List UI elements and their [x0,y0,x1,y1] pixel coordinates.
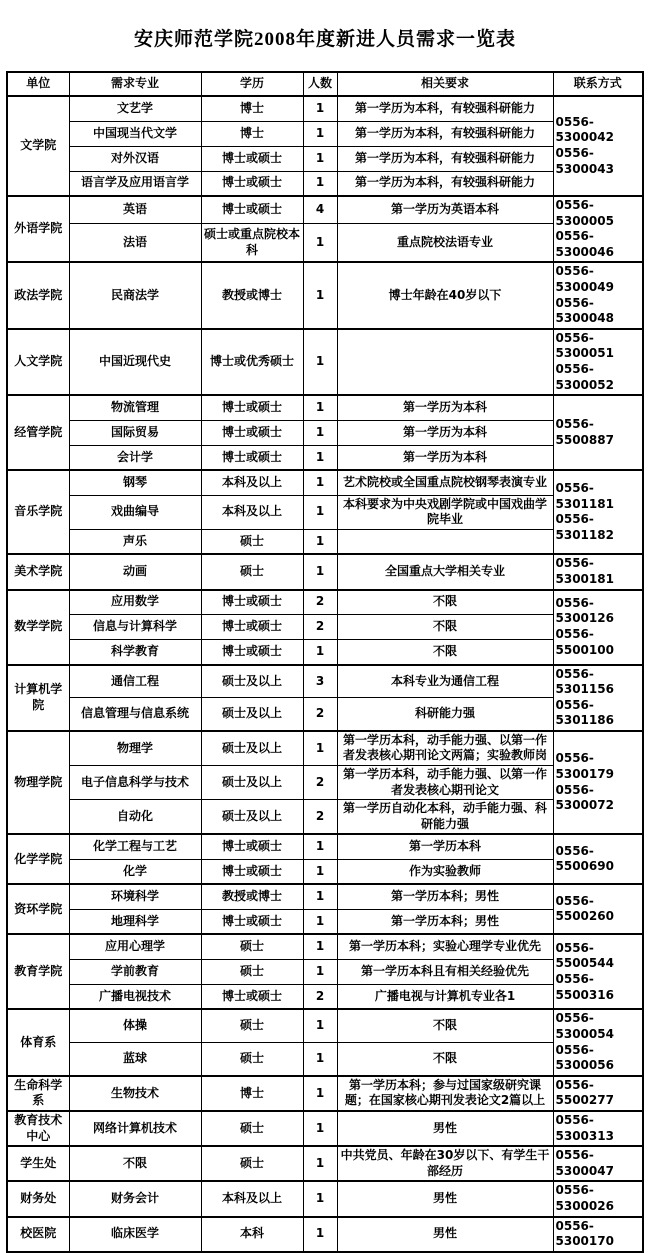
unit-cell: 文学院 [7,96,69,196]
phone-number: 0556-5301182 [555,512,614,542]
requirement-cell: 广播电视与计算机专业各1 [337,984,553,1009]
phone-number: 0556-5300179 [555,751,614,782]
degree-cell: 教授或博士 [201,262,303,328]
count-cell: 2 [303,800,337,835]
contact-cell [553,1111,643,1146]
table-row [7,640,643,665]
count-cell: 1 [303,420,337,445]
count-cell: 1 [303,554,337,589]
unit-cell: 教育技术中心 [7,1111,69,1146]
table-row [7,554,643,589]
requirement-cell: 博士年龄在40岁以下 [337,262,553,328]
count-cell: 1 [303,146,337,171]
phone-number: 0556-5500260 [555,893,614,924]
major-cell: 信息与计算科学 [69,615,201,640]
count-cell: 1 [303,1076,337,1111]
unit-cell: 教育学院 [7,934,69,1009]
unit-cell: 校医院 [7,1217,69,1252]
degree-cell: 博士 [201,1076,303,1111]
phone-number: 0556-5300181 [555,556,614,586]
count-cell: 1 [303,640,337,665]
phone-number: 0556-5500690 [555,843,614,874]
requirement-cell: 第一学历自动化本科，动手能力强、科研能力强 [337,800,553,835]
major-cell: 英语 [69,196,201,224]
contact-cell [553,590,643,665]
count-cell: 2 [303,590,337,615]
requirement-cell: 本科要求为中央戏剧学院或中国戏曲学院毕业 [337,495,553,529]
degree-cell: 博士或硕士 [201,420,303,445]
requirement-cell: 重点院校法语专业 [337,224,553,263]
degree-cell: 硕士 [201,934,303,959]
table-row [7,1009,643,1042]
major-cell: 环境科学 [69,884,201,909]
unit-cell: 资环学院 [7,884,69,934]
table-row [7,590,643,615]
contact-cell [553,884,643,934]
contact-cell [553,554,643,589]
requirement-cell: 第一学历为本科 [337,445,553,470]
phone-number: 0556-5301181 [555,481,614,511]
phone-number: 0556-5300005 [555,198,614,228]
unit-cell: 数学学院 [7,590,69,665]
count-cell: 1 [303,121,337,146]
count-cell: 2 [303,984,337,1009]
degree-cell: 硕士 [201,1009,303,1042]
major-cell: 自动化 [69,800,201,835]
phone-number: 0556-5301186 [555,697,614,728]
demand-table [6,71,644,1253]
contact-cell [553,731,643,835]
table-header [7,72,643,96]
degree-cell: 硕士及以上 [201,665,303,698]
column-header-major: 需求专业 [69,72,201,96]
major-cell: 化学工程与工艺 [69,834,201,859]
table-row [7,171,643,196]
unit-cell: 人文学院 [7,329,69,395]
major-cell: 财务会计 [69,1181,201,1216]
major-cell: 法语 [69,224,201,263]
unit-cell: 经管学院 [7,395,69,470]
degree-cell: 博士或硕士 [201,146,303,171]
contact-cell [553,834,643,884]
major-cell: 动画 [69,554,201,589]
table-row [7,196,643,224]
unit-cell: 化学学院 [7,834,69,884]
unit-cell: 政法学院 [7,262,69,328]
phone-number: 0556-5300047 [555,1148,614,1178]
requirement-cell: 全国重点大学相关专业 [337,554,553,589]
contact-cell [553,329,643,395]
count-cell: 1 [303,934,337,959]
phone-number: 0556-5300126 [555,595,614,626]
requirement-cell: 不限 [337,1009,553,1042]
major-cell: 应用心理学 [69,934,201,959]
major-cell: 中国现当代文学 [69,121,201,146]
major-cell: 科学教育 [69,640,201,665]
contact-cell [553,96,643,196]
requirement-cell: 第一学历本科；男性 [337,909,553,934]
count-cell: 1 [303,96,337,121]
degree-cell: 硕士及以上 [201,766,303,800]
requirement-cell: 第一学历本科；实验心理学专业优先 [337,934,553,959]
unit-cell: 体育系 [7,1009,69,1075]
contact-cell [553,665,643,731]
requirement-cell: 男性 [337,1181,553,1216]
count-cell: 1 [303,909,337,934]
degree-cell: 硕士 [201,1111,303,1146]
phone-number: 0556-5500316 [555,971,614,1002]
column-header-contact: 联系方式 [553,72,643,96]
phone-number: 0556-5500544 [555,940,614,971]
requirement-cell: 第一学历为本科，有较强科研能力 [337,121,553,146]
degree-cell: 本科及以上 [201,495,303,529]
degree-cell: 硕士 [201,959,303,984]
requirement-cell: 第一学历本科；男性 [337,884,553,909]
requirement-cell: 第一学历为本科，有较强科研能力 [337,96,553,121]
table-row [7,1217,643,1252]
phone-number: 0556-5500277 [555,1077,614,1108]
requirement-cell: 男性 [337,1217,553,1252]
degree-cell: 硕士 [201,529,303,554]
degree-cell: 博士或硕士 [201,615,303,640]
major-cell: 物流管理 [69,395,201,420]
table-row [7,731,643,766]
table-row [7,146,643,171]
table-row [7,859,643,884]
phone-number: 0556-5300054 [555,1011,614,1042]
major-cell: 钢琴 [69,470,201,495]
table-row [7,329,643,395]
count-cell: 1 [303,1146,337,1181]
table-body [7,96,643,1252]
requirement-cell: 第一学历为英语本科 [337,196,553,224]
count-cell: 1 [303,171,337,196]
unit-cell: 学生处 [7,1146,69,1181]
major-cell: 广播电视技术 [69,984,201,1009]
requirement-cell: 不限 [337,590,553,615]
table-row [7,698,643,731]
count-cell: 1 [303,731,337,766]
table-row [7,834,643,859]
requirement-cell: 第一学历为本科，有较强科研能力 [337,171,553,196]
degree-cell: 博士或优秀硕士 [201,329,303,395]
contact-cell [553,395,643,470]
major-cell: 电子信息科学与技术 [69,766,201,800]
table-row [7,1111,643,1146]
degree-cell: 硕士及以上 [201,800,303,835]
major-cell: 地理科学 [69,909,201,934]
phone-number: 0556-5300049 [555,264,614,294]
degree-cell: 博士 [201,96,303,121]
major-cell: 信息管理与信息系统 [69,698,201,731]
phone-number: 0556-5300042 [555,114,614,145]
table-row [7,959,643,984]
column-header-requirement: 相关要求 [337,72,553,96]
major-cell: 物理学 [69,731,201,766]
column-header-unit: 单位 [7,72,69,96]
contact-cell [553,1146,643,1181]
unit-cell: 音乐学院 [7,470,69,554]
degree-cell: 博士或硕士 [201,859,303,884]
degree-cell: 博士或硕士 [201,640,303,665]
degree-cell: 硕士 [201,1043,303,1076]
count-cell: 4 [303,196,337,224]
requirement-cell: 不限 [337,640,553,665]
phone-number: 0556-5300313 [555,1113,614,1143]
unit-cell: 物理学院 [7,731,69,835]
requirement-cell: 本科专业为通信工程 [337,665,553,698]
major-cell: 声乐 [69,529,201,554]
count-cell: 1 [303,859,337,884]
column-header-count: 人数 [303,72,337,96]
count-cell: 1 [303,1181,337,1216]
requirement-cell: 第一学历本科，动手能力强、以第一作者发表核心期刊论文两篇；实验教师岗 [337,731,553,766]
phone-number: 0556-5300043 [555,146,614,176]
count-cell: 1 [303,959,337,984]
major-cell: 应用数学 [69,590,201,615]
table-row [7,1146,643,1181]
table-row [7,495,643,529]
phone-number: 0556-5500100 [555,627,614,657]
major-cell: 戏曲编导 [69,495,201,529]
degree-cell: 博士或硕士 [201,196,303,224]
major-cell: 化学 [69,859,201,884]
contact-cell [553,262,643,328]
table-row [7,984,643,1009]
requirement-cell: 第一学历本科且有相关经验优先 [337,959,553,984]
table-row [7,445,643,470]
table-row [7,529,643,554]
count-cell: 1 [303,395,337,420]
count-cell: 2 [303,615,337,640]
table-row [7,262,643,328]
count-cell: 1 [303,470,337,495]
count-cell: 3 [303,665,337,698]
page-title: 安庆师范学院2008年度新进人员需求一览表 [133,29,516,50]
table-row [7,224,643,263]
major-cell: 会计学 [69,445,201,470]
major-cell: 民商法学 [69,262,201,328]
table-row [7,615,643,640]
major-cell: 网络计算机技术 [69,1111,201,1146]
table-row [7,1076,643,1111]
requirement-cell: 不限 [337,1043,553,1076]
unit-cell: 计算机学院 [7,665,69,731]
requirement-cell: 男性 [337,1111,553,1146]
phone-number: 0556-5300170 [555,1218,614,1249]
degree-cell: 博士或硕士 [201,171,303,196]
count-cell: 1 [303,224,337,263]
requirement-cell: 第一学历为本科，有较强科研能力 [337,146,553,171]
major-cell: 对外汉语 [69,146,201,171]
phone-number: 0556-5300046 [555,229,614,259]
requirement-cell: 第一学历为本科 [337,420,553,445]
requirement-cell: 作为实验教师 [337,859,553,884]
requirement-cell: 第一学历为本科 [337,395,553,420]
count-cell: 1 [303,445,337,470]
count-cell: 1 [303,329,337,395]
table-row [7,420,643,445]
major-cell: 体操 [69,1009,201,1042]
phone-number: 0556-5300052 [555,361,614,392]
table-row [7,909,643,934]
requirement-cell: 科研能力强 [337,698,553,731]
table-row [7,121,643,146]
degree-cell: 博士 [201,121,303,146]
table-row [7,395,643,420]
contact-cell [553,1181,643,1216]
count-cell: 1 [303,834,337,859]
requirement-cell: 第一学历本科；参与过国家级研究课题；在国家核心期刊发表论文2篇以上 [337,1076,553,1111]
degree-cell: 博士或硕士 [201,590,303,615]
phone-number: 0556-5300072 [555,782,614,813]
major-cell: 国际贸易 [69,420,201,445]
major-cell: 语言学及应用语言学 [69,171,201,196]
phone-number: 0556-5300056 [555,1042,614,1073]
unit-cell: 生命科学系 [7,1076,69,1111]
requirement-cell: 第一学历本科 [337,834,553,859]
count-cell: 1 [303,1217,337,1252]
count-cell: 1 [303,262,337,328]
unit-cell: 外语学院 [7,196,69,262]
contact-cell [553,1217,643,1252]
requirement-cell: 中共党员、年龄在30岁以下、有学生干部经历 [337,1146,553,1181]
table-row [7,800,643,835]
contact-cell [553,934,643,1009]
degree-cell: 博士或硕士 [201,834,303,859]
major-cell: 文艺学 [69,96,201,121]
degree-cell: 硕士及以上 [201,731,303,766]
degree-cell: 博士或硕士 [201,445,303,470]
count-cell: 1 [303,529,337,554]
degree-cell: 博士或硕士 [201,984,303,1009]
count-cell: 2 [303,766,337,800]
degree-cell: 硕士及以上 [201,698,303,731]
degree-cell: 博士或硕士 [201,909,303,934]
count-cell: 1 [303,1009,337,1042]
degree-cell: 本科 [201,1217,303,1252]
contact-cell [553,470,643,554]
table-row [7,470,643,495]
table-row [7,665,643,698]
major-cell: 蓝球 [69,1043,201,1076]
degree-cell: 硕士 [201,1146,303,1181]
major-cell: 不限 [69,1146,201,1181]
major-cell: 临床医学 [69,1217,201,1252]
table-row [7,1181,643,1216]
table-row [7,1043,643,1076]
count-cell: 1 [303,884,337,909]
requirement-cell: 第一学历本科，动手能力强、以第一作者发表核心期刊论文 [337,766,553,800]
table-row [7,766,643,800]
column-header-degree: 学历 [201,72,303,96]
requirement-cell [337,529,553,554]
degree-cell: 本科及以上 [201,470,303,495]
degree-cell: 本科及以上 [201,1181,303,1216]
requirement-cell [337,329,553,395]
phone-number: 0556-5301156 [555,666,614,697]
contact-cell [553,1076,643,1111]
degree-cell: 教授或博士 [201,884,303,909]
phone-number: 0556-5300048 [555,295,614,326]
unit-cell: 美术学院 [7,554,69,589]
count-cell: 1 [303,1111,337,1146]
phone-number: 0556-5300026 [555,1183,614,1213]
degree-cell: 硕士 [201,554,303,589]
phone-number: 0556-5500887 [555,417,614,447]
degree-cell: 硕士或重点院校本科 [201,224,303,263]
header-row [7,72,643,96]
phone-number: 0556-5300051 [555,330,614,361]
contact-cell [553,1009,643,1075]
major-cell: 通信工程 [69,665,201,698]
major-cell: 生物技术 [69,1076,201,1111]
count-cell: 2 [303,698,337,731]
major-cell: 中国近现代史 [69,329,201,395]
contact-cell [553,196,643,262]
table-row [7,884,643,909]
count-cell: 1 [303,1043,337,1076]
unit-cell: 财务处 [7,1181,69,1216]
table-row [7,934,643,959]
requirement-cell: 艺术院校或全国重点院校钢琴表演专业 [337,470,553,495]
requirement-cell: 不限 [337,615,553,640]
degree-cell: 博士或硕士 [201,395,303,420]
count-cell: 1 [303,495,337,529]
table-row [7,96,643,121]
major-cell: 学前教育 [69,959,201,984]
